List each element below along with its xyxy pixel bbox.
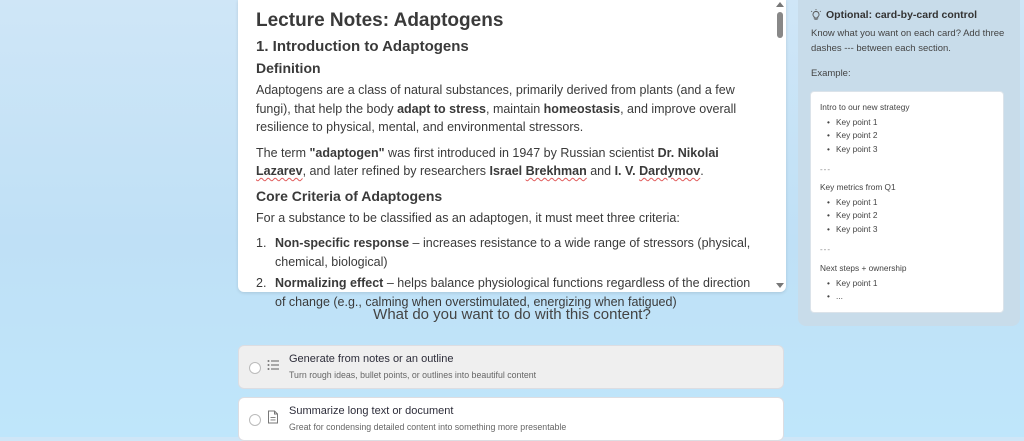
lightbulb-icon — [810, 9, 822, 21]
example-block — [820, 182, 1000, 236]
example-heading: Key metrics from Q1 — [820, 182, 896, 192]
document-title: Lecture Notes: Adaptogens — [256, 10, 504, 31]
editor-scrollbar[interactable] — [774, 0, 786, 292]
list-item: • ... — [820, 290, 1000, 303]
panel-title: Optional: card-by-card control — [810, 9, 977, 21]
separator: --- — [820, 245, 831, 254]
option-title: Generate from notes or an outline — [289, 353, 454, 365]
option-subtitle: Turn rough ideas, bullet points, or outlines into beautiful content — [289, 370, 537, 380]
list-item: • Key point 3 — [820, 223, 1000, 236]
option-generate-from-notes[interactable] — [238, 345, 784, 389]
list-icon — [267, 358, 279, 372]
scroll-down-arrow-icon[interactable] — [776, 283, 784, 288]
example-block — [820, 102, 1000, 156]
definition-paragraph: Adaptogens are a class of natural substances, primarily derived from plants (and a few fungi), that help the body adapt to stress, maintain homeostasis, and improve overall resilience to physical, mental, and environmental stressors. — [256, 83, 737, 134]
list-item: 1. Non-specific response – increases resistance to a wide range of stressors (physical, chemical, biological) — [256, 236, 751, 269]
card-control-panel — [798, 0, 1020, 326]
content-editor[interactable] — [238, 0, 786, 309]
option-title: Summarize long text or document — [289, 405, 454, 417]
criteria-intro: For a substance to be classified as an adaptogen, it must meet three criteria: — [256, 210, 680, 225]
example-box — [810, 91, 1004, 313]
document-body[interactable] — [256, 10, 756, 314]
list-item: • Key point 2 — [820, 129, 1000, 142]
list-item: • Key point 1 — [820, 116, 1000, 129]
scrollbar-thumb[interactable] — [777, 12, 783, 38]
criteria-list — [256, 234, 756, 311]
list-item: • Key point 1 — [820, 196, 1000, 209]
option-summarize-text[interactable] — [238, 397, 784, 441]
criteria-heading: Core Criteria of Adaptogens — [256, 187, 443, 204]
list-item: • Key point 1 — [820, 277, 1000, 290]
definition-heading: Definition — [256, 60, 321, 76]
example-heading: Intro to our new strategy — [820, 102, 910, 112]
scroll-up-arrow-icon[interactable] — [776, 2, 784, 7]
example-block — [820, 263, 1000, 304]
document-icon — [267, 410, 279, 424]
radio-button[interactable] — [249, 362, 261, 374]
option-subtitle: Great for condensing detailed content into something more presentable — [289, 422, 567, 432]
history-paragraph: The term "adaptogen" was first introduced in 1947 by Russian scientist Dr. Nikolai Lazarev, and later refined by researchers Israel Brekhman and I. V. Dardymov. — [256, 145, 719, 178]
list-item: • Key point 2 — [820, 209, 1000, 222]
example-label: Example: — [811, 68, 851, 79]
list-item: 2. Normalizing effect – helps balance physiological functions regardless of the direction of change (e.g., calming when overstimulated, energizing when fatigued) — [256, 276, 751, 309]
radio-button[interactable] — [249, 414, 261, 426]
section-heading: 1. Introduction to Adaptogens — [256, 38, 469, 55]
panel-description: Know what you want on each card? Add three dashes --- between each section. — [811, 28, 1005, 54]
list-item: • Key point 3 — [820, 143, 1000, 156]
separator: --- — [820, 165, 831, 174]
example-heading: Next steps + ownership — [820, 263, 907, 273]
prompt-question: What do you want to do with this content? — [373, 306, 651, 323]
